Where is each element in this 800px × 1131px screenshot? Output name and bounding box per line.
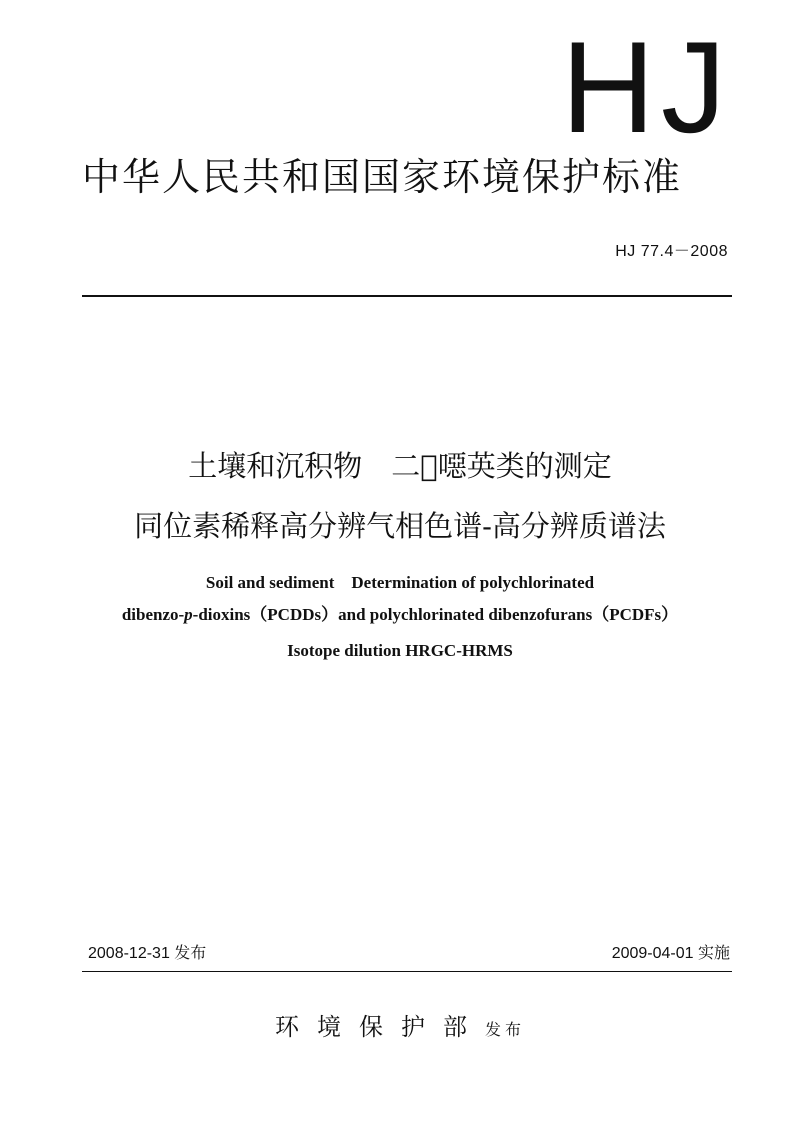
chinese-title-line-2: 同位素稀释高分辨气相色谱-高分辨质谱法 bbox=[134, 509, 666, 543]
top-divider bbox=[82, 295, 732, 297]
english-title-line-3: Isotope dilution HRGC-HRMS bbox=[287, 641, 513, 660]
english-title-line-1: Soil and sediment Determination of polychlorinated bbox=[205, 573, 595, 592]
english-title-line-2 bbox=[0, 606, 800, 623]
standard-number: HJ 77.4－2008 bbox=[615, 243, 728, 260]
issue-date: 2008-12-31 发布 bbox=[88, 945, 207, 962]
hj-logo: HJ bbox=[561, 14, 732, 160]
implementation-date: 2009-04-01 实施 bbox=[611, 945, 730, 962]
publisher-action: 发布 bbox=[484, 1020, 525, 1039]
english-title-italic-p: p bbox=[184, 605, 193, 624]
chinese-title-line-1: 土壤和沉积物 二 噁英类的测定 bbox=[188, 449, 612, 483]
publisher-line bbox=[0, 1015, 800, 1039]
english-title-line-2-pre: dibenzo- bbox=[121, 605, 185, 624]
bottom-divider bbox=[82, 971, 732, 972]
publisher-organization: 环境保护部 bbox=[274, 1013, 485, 1041]
standard-category-title: 中华人民共和国国家环境保护标准 bbox=[82, 155, 683, 199]
english-title-line-2-post: -dioxins（PCDDs）and polychlorinated dibenzofurans（PCDFs） bbox=[192, 605, 679, 624]
